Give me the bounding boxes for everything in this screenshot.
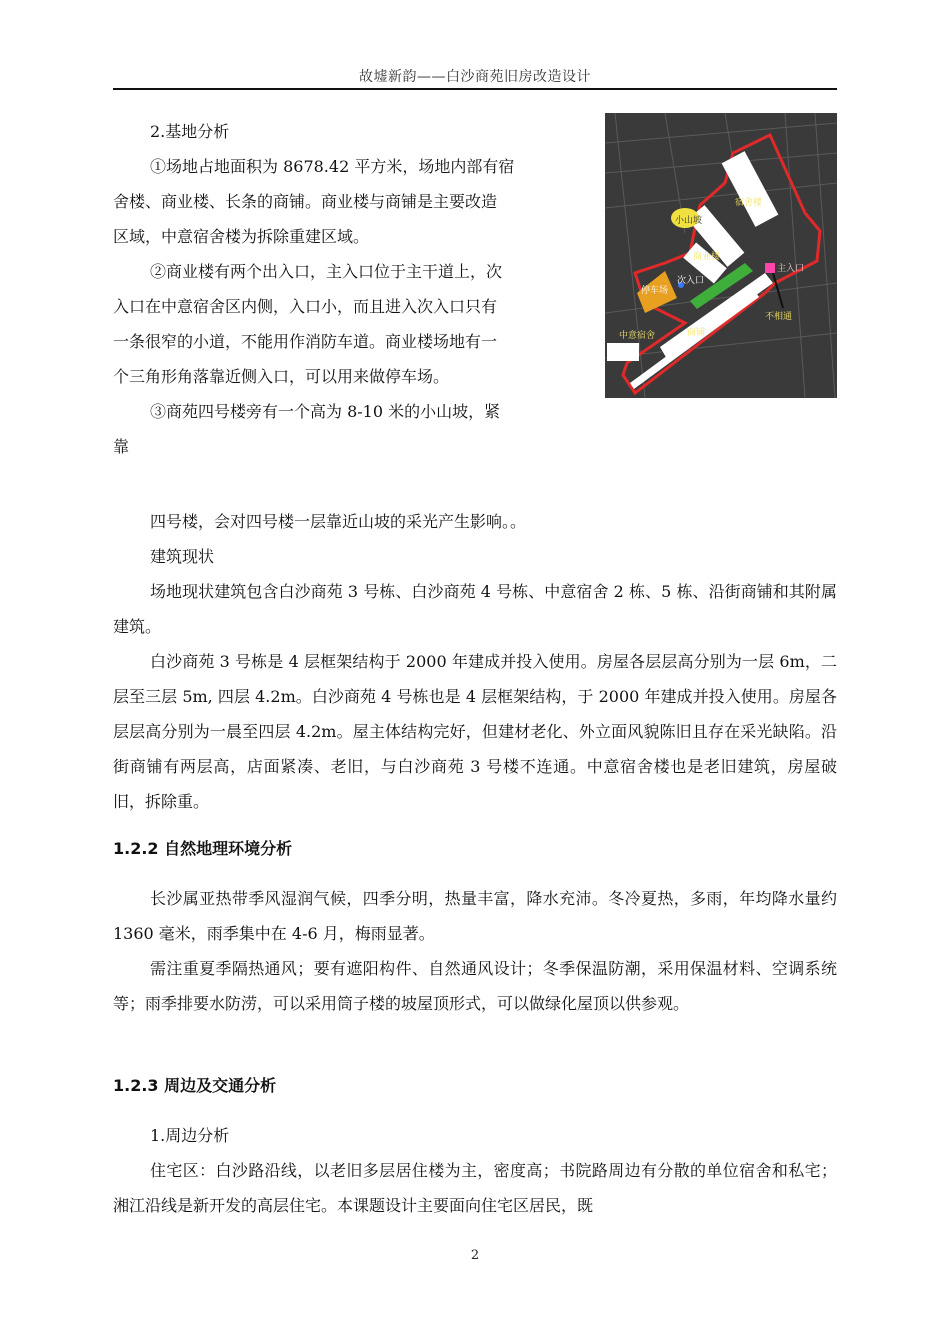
text-line: ②商业楼有两个出入口，主入口位于主干道上，次 <box>150 262 503 281</box>
site-analysis-p3-continued: 四号楼，会对四号楼一层靠近山坡的采光产生影响。。 <box>150 512 527 531</box>
label-secondary-entrance: 次入口 <box>677 276 705 286</box>
label-zhongyi-dorm: 中意宿舍 <box>619 331 656 341</box>
page-number: 2 <box>470 1248 480 1263</box>
label-main-entrance: 主入口 <box>777 264 805 274</box>
surroundings-p1: 住宅区：白沙路沿线，以老旧多层居住楼为主，密度高；书院路周边有分散的单位宿舍和私宅；湘江沿线是新开发的高层住宅。本课题设计主要面向住宅区居民，既 <box>113 1161 837 1215</box>
natural-env-p2: 需注重夏季隔热通风；要有遮阳构件、自然通风设计；冬季保温防潮，采用保温材料、空调系统等；雨季排要水防涝，可以采用筒子楼的坡屋顶形式，可以做绿化屋顶以供参观。 <box>113 959 837 1013</box>
label-not-connected: 不相通 <box>765 312 793 322</box>
label-commercial: 商业楼 <box>693 252 721 262</box>
section-heading-surroundings: 1.2.3 周边及交通分析 <box>113 1076 277 1095</box>
label-dorm: 宿舍楼 <box>735 198 763 208</box>
text-line: ③商苑四号楼旁有一个高为 8-10 米的小山坡，紧 <box>150 402 501 421</box>
text-line: 区域，中意宿舍楼为拆除重建区域。 <box>113 227 370 246</box>
header-rule <box>113 88 837 90</box>
site-map-svg <box>605 113 837 398</box>
text-line: 舍楼、商业楼、长条的商铺。商业楼与商铺是主要改造 <box>113 192 498 211</box>
building-status-p2: 白沙商苑 3 号栋是 4 层框架结构于 2000 年建成并投入使用。房屋各层层高分别为一层 6m，二层至三层 5m, 四层 4.2m。白沙商苑 4 号栋也是 4 层框架结构，于 2000 年建成并投入使用。房屋各层层高分别为一晨至四层 4.2m。屋主体结构完好，但建材老化、外立面风貌陈旧且存在采光缺陷。沿街商铺有两层高，店面紧凑、老旧，与白沙商苑 3 号楼不连通。中意宿舍楼也是老旧建筑，房屋破旧，拆除重。 <box>113 652 837 811</box>
text-line: 靠 <box>113 437 130 456</box>
site-analysis-p2 <box>113 254 590 394</box>
label-parking: 停车场 <box>641 286 669 296</box>
site-map-figure <box>605 113 837 398</box>
label-small-hill: 小山坡 <box>675 216 703 226</box>
main-entrance-marker <box>765 263 775 273</box>
zhongyi-dorm-block <box>607 343 639 361</box>
running-header: 故墟新韵——白沙商苑旧房改造设计 <box>359 69 591 85</box>
surroundings-subheading: 1.周边分析 <box>150 1126 230 1145</box>
text-line: 入口在中意宿舍区内侧，入口小，而且进入次入口只有 <box>113 297 498 316</box>
site-analysis-p3 <box>113 394 590 464</box>
text-line: 一条很窄的小道，不能用作消防车道。商业楼场地有一 <box>113 332 498 351</box>
site-analysis-heading: 2.基地分析 <box>150 122 230 141</box>
label-shops: 商铺 <box>687 328 706 338</box>
natural-env-p1: 长沙属亚热带季风湿润气候，四季分明，热量丰富，降水充沛。冬冷夏热，多雨，年均降水量约 1360 毫米，雨季集中在 4-6 月，梅雨显著。 <box>113 889 837 943</box>
section-heading-natural-env: 1.2.2 自然地理环境分析 <box>113 839 293 858</box>
building-status-p1: 场地现状建筑包含白沙商苑 3 号栋、白沙商苑 4 号栋、中意宿舍 2 栋、5 栋、沿街商铺和其附属建筑。 <box>113 582 837 636</box>
building-status-heading: 建筑现状 <box>150 547 215 566</box>
text-line: 个三角形角落靠近侧入口，可以用来做停车场。 <box>113 367 450 386</box>
site-analysis-p1 <box>113 149 590 254</box>
text-line: ①场地占地面积为 8678.42 平方米，场地内部有宿 <box>150 157 515 176</box>
